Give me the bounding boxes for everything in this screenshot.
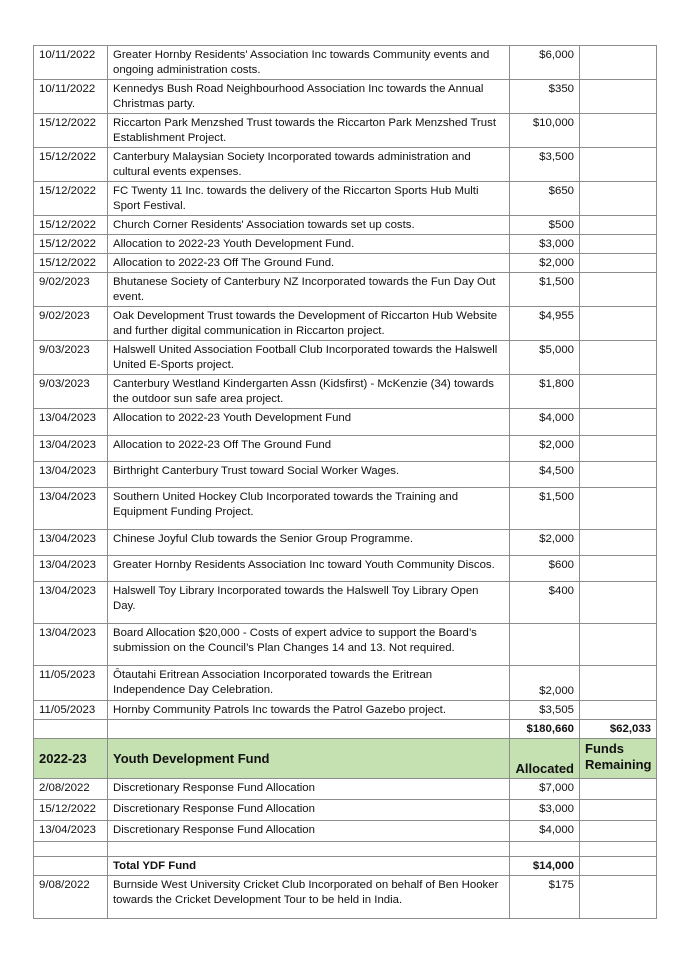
row-date: 15/12/2022 (34, 800, 108, 821)
table-row (34, 666, 657, 701)
row-description: Discretionary Response Fund Allocation (108, 821, 510, 842)
row-date: 13/04/2023 (34, 462, 108, 488)
row-description: Allocation to 2022-23 Youth Development Fund (108, 409, 510, 436)
total-allocated: $180,660 (510, 720, 580, 739)
ydf-total-remaining (580, 857, 657, 876)
table-row (34, 409, 657, 436)
row-description: Chinese Joyful Club towards the Senior Group Programme. (108, 530, 510, 556)
table-row (34, 582, 657, 624)
row-amount: $600 (510, 556, 580, 582)
row-amount: $2,000 (510, 436, 580, 462)
table-row (34, 341, 657, 375)
row-date: 10/11/2022 (34, 46, 108, 80)
funding-table (33, 45, 657, 919)
table-row (34, 216, 657, 235)
row-amount: $2,000 (510, 254, 580, 273)
row-date: 9/02/2023 (34, 307, 108, 341)
table-row (34, 375, 657, 409)
table-row (34, 779, 657, 800)
row-date: 15/12/2022 (34, 254, 108, 273)
row-date: 10/11/2022 (34, 80, 108, 114)
row-description: Southern United Hockey Club Incorporated towards the Training and Equipment Funding Project. (108, 488, 510, 530)
row-description: Discretionary Response Fund Allocation (108, 779, 510, 800)
row-amount: $3,500 (510, 148, 580, 182)
row-description: Halswell United Association Football Club Incorporated towards the Halswell United E-Sports project. (108, 341, 510, 375)
row-description: Board Allocation $20,000 - Costs of expert advice to support the Board’s submission on the Council’s Plan Changes 14 and 13. Not required. (108, 624, 510, 666)
blank-row (34, 842, 657, 857)
row-remaining (580, 148, 657, 182)
row-date: 11/05/2023 (34, 701, 108, 720)
row-description: Canterbury Westland Kindergarten Assn (Kidsfirst) - McKenzie (34) towards the outdoor sun safe area project. (108, 375, 510, 409)
row-remaining (580, 800, 657, 821)
row-remaining (580, 488, 657, 530)
row-amount: $350 (510, 80, 580, 114)
ydf-section-header (34, 739, 657, 779)
row-amount: $10,000 (510, 114, 580, 148)
row-remaining (580, 556, 657, 582)
table-row (34, 182, 657, 216)
table-row (34, 530, 657, 556)
row-amount: $2,000 (510, 530, 580, 556)
row-remaining (580, 273, 657, 307)
table-row (34, 46, 657, 80)
table-row (34, 701, 657, 720)
row-remaining (580, 409, 657, 436)
row-amount: $5,000 (510, 341, 580, 375)
row-date: 13/04/2023 (34, 488, 108, 530)
row-date: 13/04/2023 (34, 582, 108, 624)
row-remaining (580, 375, 657, 409)
row-amount: $1,800 (510, 375, 580, 409)
allocations-total-row (34, 720, 657, 739)
row-date: 9/03/2023 (34, 375, 108, 409)
table-row (34, 235, 657, 254)
row-remaining (580, 701, 657, 720)
row-remaining (580, 254, 657, 273)
table-row (34, 273, 657, 307)
row-amount: $400 (510, 582, 580, 624)
row-amount: $1,500 (510, 273, 580, 307)
row-amount: $3,000 (510, 800, 580, 821)
table-row (34, 148, 657, 182)
blank-cell (580, 842, 657, 857)
row-remaining (580, 624, 657, 666)
row-remaining (580, 307, 657, 341)
row-remaining (580, 462, 657, 488)
row-description: Church Corner Residents' Association towards set up costs. (108, 216, 510, 235)
row-description: FC Twenty 11 Inc. towards the delivery of the Riccarton Sports Hub Multi Sport Festival. (108, 182, 510, 216)
ydf-total-amount: $14,000 (510, 857, 580, 876)
row-amount: $500 (510, 216, 580, 235)
total-description (108, 720, 510, 739)
row-amount: $650 (510, 182, 580, 216)
row-amount: $3,505 (510, 701, 580, 720)
row-amount: $4,955 (510, 307, 580, 341)
row-date: 11/05/2023 (34, 666, 108, 701)
row-description: Greater Hornby Residents Association Inc toward Youth Community Discos. (108, 556, 510, 582)
row-remaining (580, 821, 657, 842)
row-amount: $2,000 (510, 666, 580, 701)
blank-cell (108, 842, 510, 857)
row-date: 15/12/2022 (34, 182, 108, 216)
row-remaining (580, 530, 657, 556)
row-amount: $4,000 (510, 409, 580, 436)
row-remaining (580, 235, 657, 254)
row-amount: $175 (510, 876, 580, 919)
section-col-remaining: Funds Remaining (580, 739, 657, 779)
row-amount: $4,000 (510, 821, 580, 842)
row-date: 9/02/2023 (34, 273, 108, 307)
ydf-total-label: Total YDF Fund (108, 857, 510, 876)
table-row (34, 436, 657, 462)
total-date (34, 857, 108, 876)
row-description: Birthright Canterbury Trust toward Social Worker Wages. (108, 462, 510, 488)
section-col-allocated: Allocated (510, 739, 580, 779)
table-row (34, 114, 657, 148)
row-remaining (580, 216, 657, 235)
row-description: Allocation to 2022-23 Off The Ground Fund. (108, 254, 510, 273)
row-date: 13/04/2023 (34, 624, 108, 666)
row-description: Ōtautahi Eritrean Association Incorporated towards the Eritrean Independence Day Celebration. (108, 666, 510, 701)
row-amount: $6,000 (510, 46, 580, 80)
row-date: 13/04/2023 (34, 556, 108, 582)
row-remaining (580, 341, 657, 375)
row-date: 15/12/2022 (34, 148, 108, 182)
table-row (34, 821, 657, 842)
table-row (34, 488, 657, 530)
ydf-total-row (34, 857, 657, 876)
total-remaining: $62,033 (580, 720, 657, 739)
row-remaining (580, 436, 657, 462)
row-remaining (580, 182, 657, 216)
row-description: Burnside West University Cricket Club Incorporated on behalf of Ben Hooker towards the Cricket Development Tour to be held in India. (108, 876, 510, 919)
row-remaining (580, 876, 657, 919)
table-row (34, 254, 657, 273)
row-date: 15/12/2022 (34, 114, 108, 148)
row-amount: $3,000 (510, 235, 580, 254)
row-date: 9/08/2022 (34, 876, 108, 919)
row-description: Hornby Community Patrols Inc towards the Patrol Gazebo project. (108, 701, 510, 720)
row-amount: $4,500 (510, 462, 580, 488)
row-description: Riccarton Park Menzshed Trust towards the Riccarton Park Menzshed Trust Establishment Project. (108, 114, 510, 148)
row-description: Canterbury Malaysian Society Incorporated towards administration and cultural events expenses. (108, 148, 510, 182)
row-description: Greater Hornby Residents' Association Inc towards Community events and ongoing administration costs. (108, 46, 510, 80)
row-description: Discretionary Response Fund Allocation (108, 800, 510, 821)
row-date: 13/04/2023 (34, 409, 108, 436)
row-date: 2/08/2022 (34, 779, 108, 800)
table-row (34, 307, 657, 341)
row-description: Oak Development Trust towards the Development of Riccarton Hub Website and further digital communication in Riccarton project. (108, 307, 510, 341)
row-date: 15/12/2022 (34, 235, 108, 254)
row-amount (510, 624, 580, 666)
blank-cell (510, 842, 580, 857)
row-date: 13/04/2023 (34, 530, 108, 556)
row-description: Bhutanese Society of Canterbury NZ Incorporated towards the Fun Day Out event. (108, 273, 510, 307)
row-amount: $1,500 (510, 488, 580, 530)
table-row (34, 80, 657, 114)
row-date: 13/04/2023 (34, 436, 108, 462)
row-remaining (580, 46, 657, 80)
row-date: 9/03/2023 (34, 341, 108, 375)
row-description: Allocation to 2022-23 Off The Ground Fund (108, 436, 510, 462)
row-date: 13/04/2023 (34, 821, 108, 842)
row-remaining (580, 779, 657, 800)
row-remaining (580, 666, 657, 701)
table-row (34, 462, 657, 488)
row-remaining (580, 582, 657, 624)
row-remaining (580, 80, 657, 114)
row-description: Halswell Toy Library Incorporated towards the Halswell Toy Library Open Day. (108, 582, 510, 624)
section-year: 2022-23 (34, 739, 108, 779)
table-row (34, 800, 657, 821)
row-remaining (580, 114, 657, 148)
row-amount: $7,000 (510, 779, 580, 800)
table-row (34, 876, 657, 919)
section-title: Youth Development Fund (108, 739, 510, 779)
total-date (34, 720, 108, 739)
blank-cell (34, 842, 108, 857)
table-row (34, 556, 657, 582)
row-date: 15/12/2022 (34, 216, 108, 235)
row-description: Kennedys Bush Road Neighbourhood Association Inc towards the Annual Christmas party. (108, 80, 510, 114)
row-description: Allocation to 2022-23 Youth Development Fund. (108, 235, 510, 254)
table-row (34, 624, 657, 666)
